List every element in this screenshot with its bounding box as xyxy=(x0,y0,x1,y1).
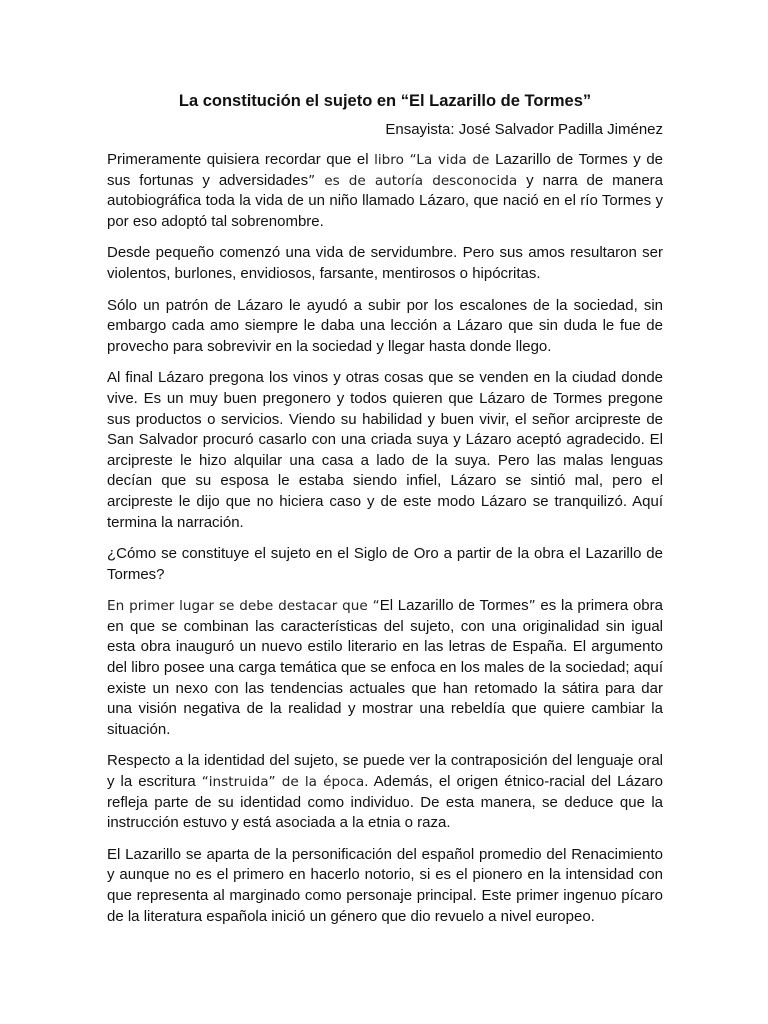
body-paragraph xyxy=(107,751,663,833)
document-title: La constitución el sujeto en “El Lazarillo de Tormes” xyxy=(178,92,592,110)
body-paragraph xyxy=(107,368,663,533)
text-segment: y narra de manera autobiográfica toda la vida de un niño llamado Lázaro, que nació en el río Tormes y por eso adoptó tal sobrenombre. xyxy=(107,171,663,230)
text-segment: Desde pequeño comenzó una vida de servidumbre. Pero sus amos resultaron ser violentos, burlones, envidiosos, farsante, mentirosos o hipócritas. xyxy=(107,244,663,282)
body-paragraph xyxy=(107,596,663,740)
text-segment: El Lazarillo de Tormes xyxy=(379,597,529,615)
text-segment: Al final Lázaro pregona los vinos y otras cosas que se venden en la ciudad donde vive. Es un muy buen pregonero y todos quieren que Lázaro de Tormes pregone sus productos o servicios. Viendo su habilidad y buen vivir, el señor arcipreste de San Salvador procuró casarlo con una criada suya y Lázaro aceptó agradecido. El arcipreste le hizo alquilar una casa a lado de la suya. Pero las malas lenguas decían que su esposa le estaba siendo infiel, Lázaro se sintió mal, pero el arcipreste le dijo que no hiciera caso y de este modo Lázaro se tranquilizó. Aquí termina la narración. xyxy=(107,369,663,531)
text-segment: ” xyxy=(528,598,536,615)
body-paragraph xyxy=(107,845,663,927)
text-segment: En primer lugar se debe destacar que “ xyxy=(107,598,380,615)
author-line: Ensayista: José Salvador Padilla Jiménez xyxy=(385,121,663,138)
text-segment: ” es de autoría desconocida xyxy=(308,172,518,189)
text-segment: El Lazarillo se aparta de la personificación del español promedio del Renacimiento y aunque no es el primero en hacerlo notorio, si es el pionero en la intensidad con que representa al marginado como personaje principal. Este primer ingenuo pícaro de la literatura española inició un género que dio revuelo a nivel europeo. xyxy=(107,845,663,925)
text-segment: Primeramente quisiera recordar que el xyxy=(107,151,375,168)
document-body xyxy=(107,150,663,927)
text-segment: libro “La vida de xyxy=(374,152,496,168)
text-segment: “instruida” de la época xyxy=(201,774,365,791)
body-paragraph xyxy=(107,296,663,358)
text-segment: ¿Cómo se constituye el sujeto en el Siglo de Oro a partir de la obra el Lazarillo de Tormes? xyxy=(107,545,663,583)
body-paragraph xyxy=(107,243,663,284)
text-segment: Respecto a la identidad del sujeto, se puede ver la contraposición del lenguaje oral y la escritura xyxy=(107,752,663,791)
document-page xyxy=(107,90,663,938)
body-paragraph xyxy=(107,544,663,585)
text-segment: es la primera obra en que se combinan las características del sujeto, con una originalidad sin igual esta obra inauguró un nuevo estilo literario en las letras de España. El argumento del libro posee una carga temática que se enfoca en los males de la sociedad; aquí existe un nexo con las tendencias actuales que han retomado la sátira para dar una visión negativa de la realidad y mostrar una rebeldía que quiere cambiar la situación. xyxy=(107,597,663,738)
body-paragraph xyxy=(107,150,663,232)
text-segment: . Además, el origen étnico-racial del Lázaro refleja parte de su identidad como individuo. De esta manera, se deduce que la instrucción estuvo y está asociada a la etnia o raza. xyxy=(107,773,663,832)
text-segment: Lazarillo de Tormes y de sus fortunas y adversidades xyxy=(107,151,664,189)
text-segment: Sólo un patrón de Lázaro le ayudó a subir por los escalones de la sociedad, sin embargo cada amo siempre le daba una lección a Lázaro que sin duda le fue de provecho para sobrevivir en la sociedad y llegar hasta donde llego. xyxy=(107,296,663,355)
